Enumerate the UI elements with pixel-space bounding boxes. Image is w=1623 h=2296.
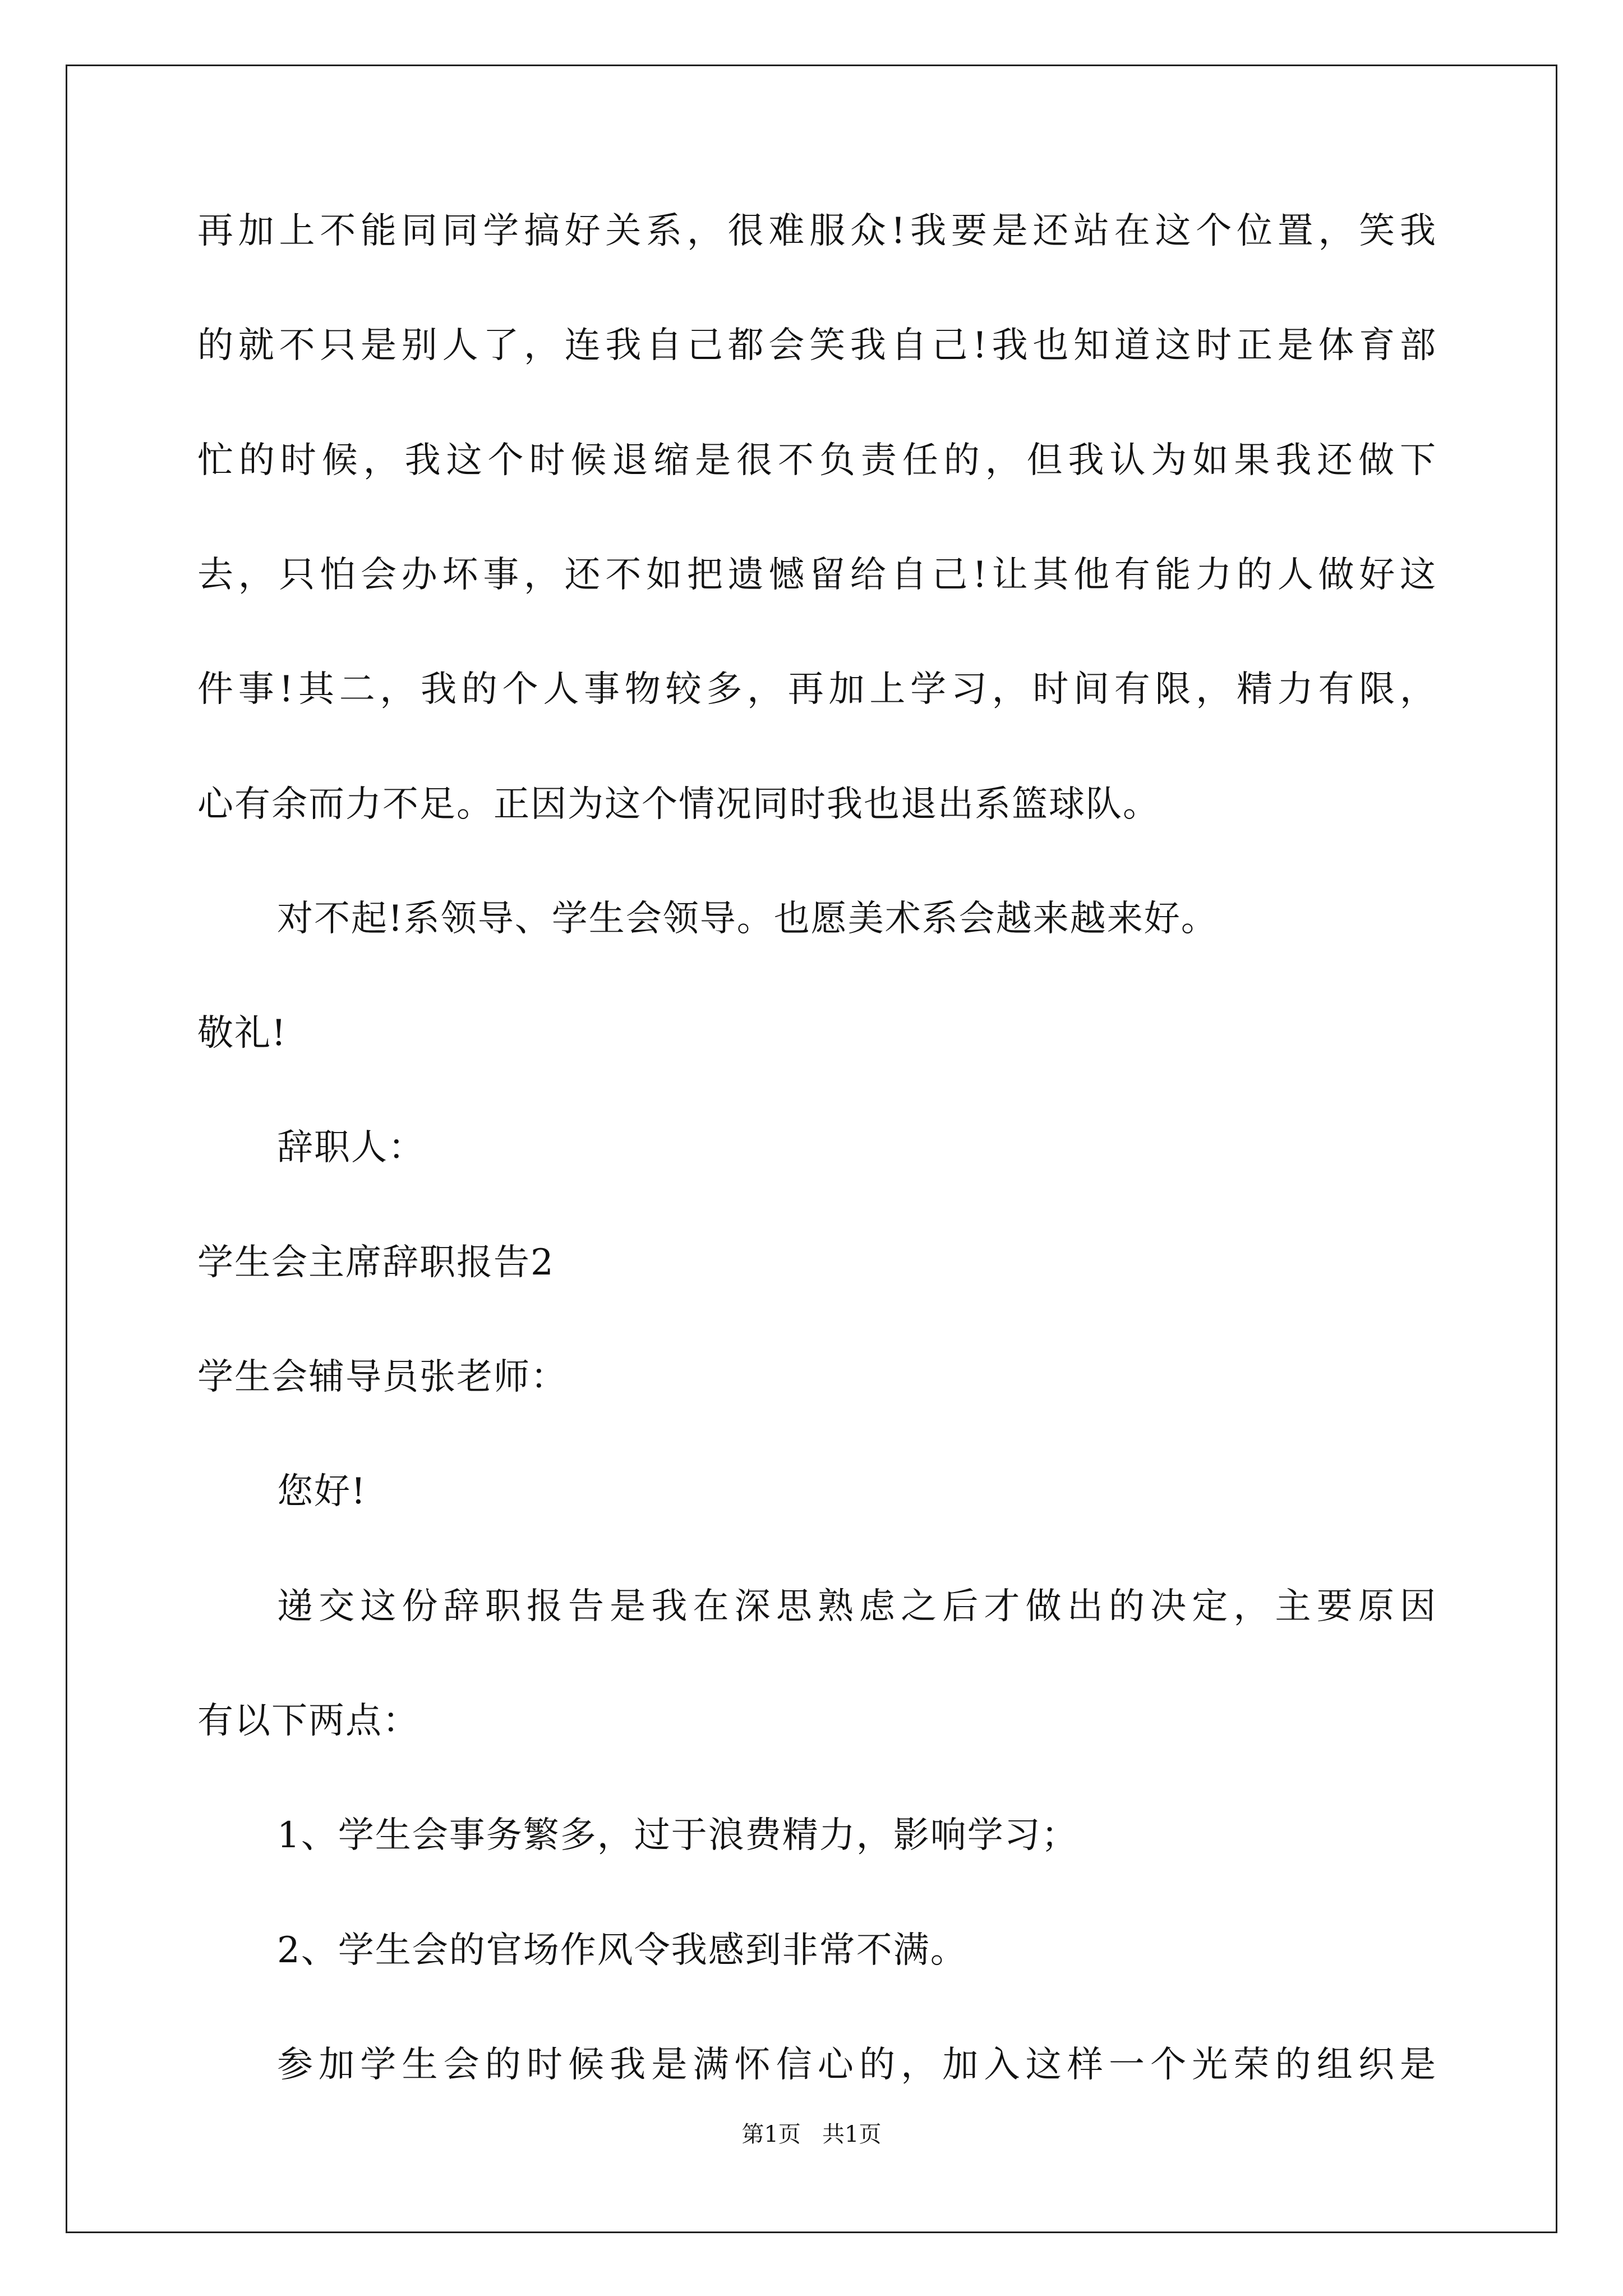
text-line: 再加上不能同同学搞好关系，很难服众!我要是还站在这个位置，笑我 xyxy=(197,210,1437,252)
text-line: 去，只怕会办坏事，还不如把遗憾留给自己!让其他有能力的人做好这 xyxy=(197,554,1437,596)
text-line: 件事!其二，我的个人事物较多，再加上学习，时间有限，精力有限， xyxy=(197,669,1437,711)
closing-salutation: 敬礼! xyxy=(197,1013,287,1055)
text-line: 忙的时候，我这个时候退缩是很不负责任的，但我认为如果我还做下 xyxy=(197,439,1437,481)
page-number: 第1页 共1页 xyxy=(741,2122,882,2147)
addressee: 学生会辅导员张老师： xyxy=(197,1356,568,1398)
text-line: 心有余而力不足。正因为这个情况同时我也退出系篮球队。 xyxy=(197,783,1160,825)
list-item: 2、学生会的官场作风令我感到非常不满。 xyxy=(277,1929,967,1971)
greeting: 您好! xyxy=(277,1471,367,1513)
text-line: 参加学生会的时候我是满怀信心的，加入这样一个光荣的组织是 xyxy=(277,2044,1437,2086)
text-line: 递交这份辞职报告是我在深思熟虑之后才做出的决定，主要原因 xyxy=(277,1585,1437,1627)
section-title: 学生会主席辞职报告2 xyxy=(197,1241,555,1283)
list-item: 1、学生会事务繁多，过于浪费精力，影响学习； xyxy=(277,1815,1078,1857)
text-line: 对不起!系领导、学生会领导。也愿美术系会越来越来好。 xyxy=(277,898,1218,940)
text-line: 有以下两点： xyxy=(197,1700,419,1742)
signature-label: 辞职人： xyxy=(277,1127,425,1169)
text-line: 的就不只是别人了，连我自己都会笑我自己!我也知道这时正是体育部 xyxy=(197,325,1437,367)
